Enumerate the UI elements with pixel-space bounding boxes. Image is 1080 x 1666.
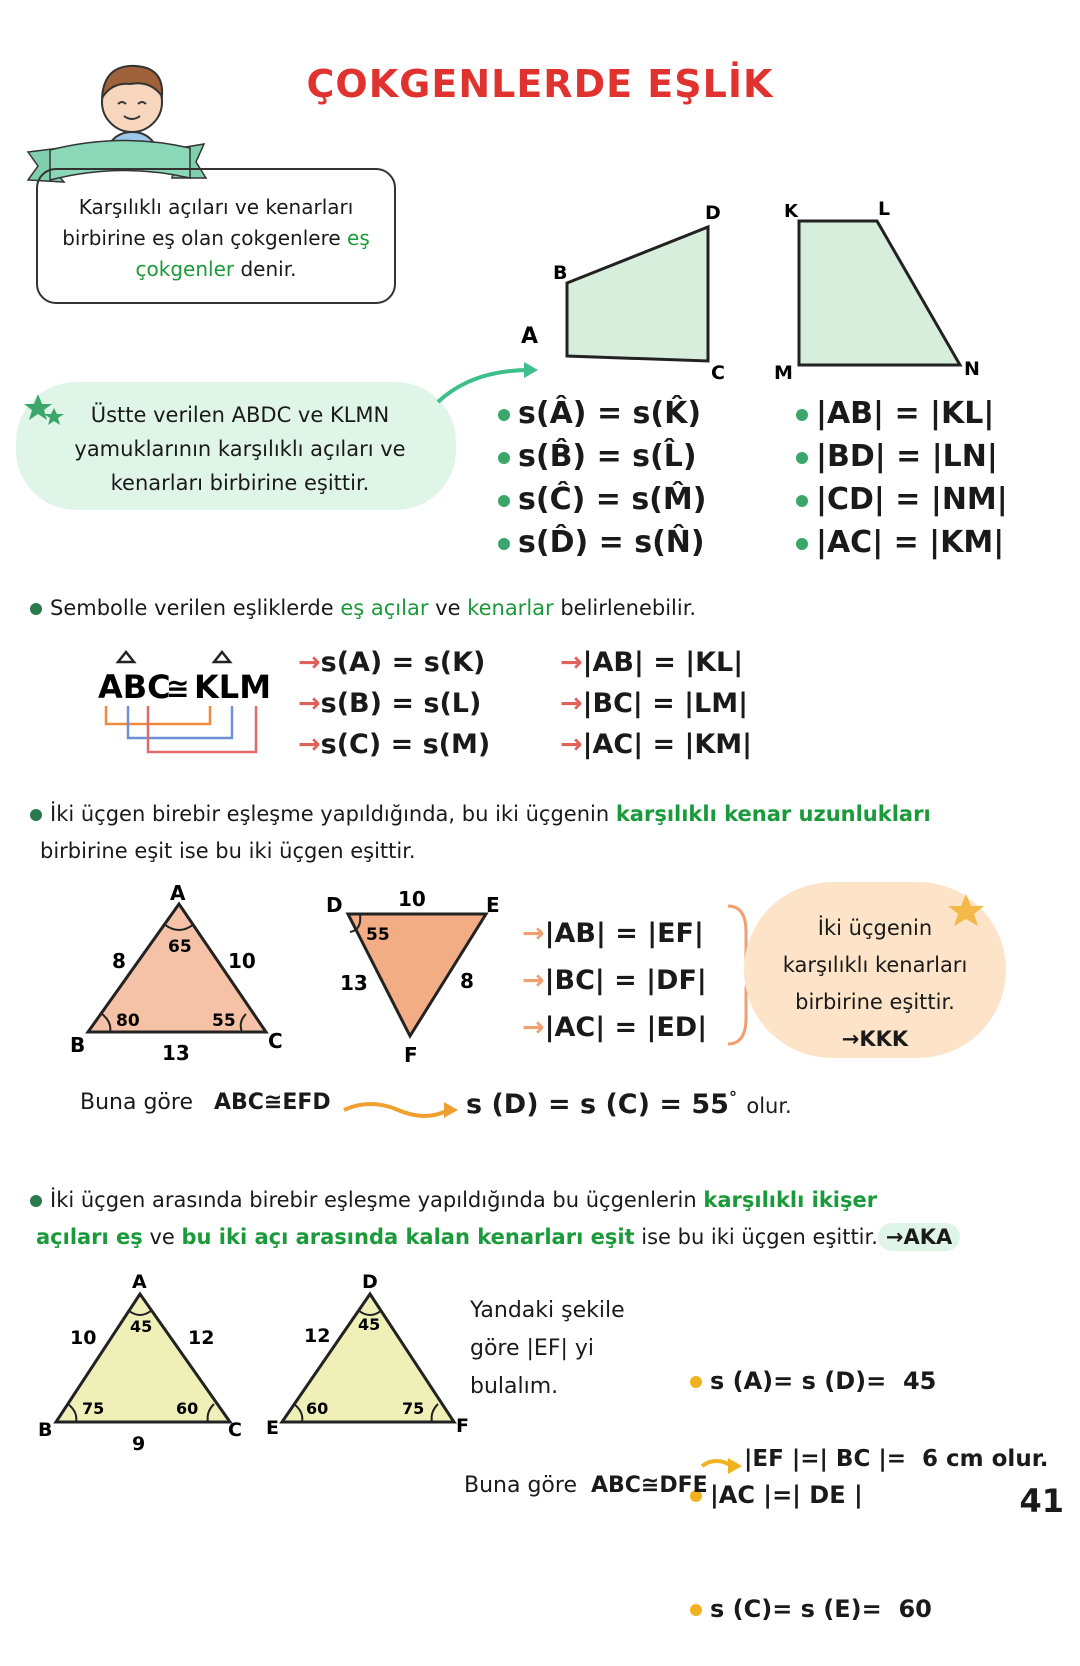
trapezoid-klmn (770, 195, 990, 385)
congruence-symbol: ≅ (166, 672, 190, 705)
svg-text:F: F (404, 1043, 418, 1067)
side-equalities (796, 392, 1008, 564)
aka-question: Yandaki şekile göre |EF| yi bulalım. (470, 1298, 625, 1399)
aka-facts: s (A)= s (D)= 45 |AC |=| DE | s (C)= s (E)= 60 (690, 1286, 936, 1666)
sym-angle-1: s(A) = s(K) (320, 647, 486, 678)
definition-line1: Karşılıklı açıları ve kenarları (78, 195, 354, 219)
trapezoid-abdc (505, 195, 745, 385)
sym-angle-2: s(B) = s(L) (320, 688, 482, 719)
label-C: C (711, 362, 725, 384)
triangle-def-aka (262, 1266, 482, 1446)
side-eq-4: |AC| = |KM| (816, 525, 1005, 560)
label-L: L (878, 198, 891, 220)
angle-eq-1: s(Â) = s(K̂) (518, 396, 702, 431)
kkk-side-1: |AB| = |EF| (544, 918, 704, 949)
kkk-side-2: |BC| = |DF| (544, 965, 707, 996)
yellow-arrow (700, 1452, 746, 1478)
definition-box (36, 168, 396, 304)
svg-text:45: 45 (358, 1315, 381, 1334)
svg-text:E: E (486, 893, 500, 917)
svg-text:D: D (362, 1271, 378, 1293)
kkk-result: Buna göre ABC≅EFD (80, 1090, 331, 1115)
sym-side-1: |AB| = |KL| (582, 647, 744, 678)
svg-text:13: 13 (340, 971, 368, 995)
aka-text: İki üçgen arasında birebir eşleşme yapıldığında bu üçgenlerin karşılıklı ikişer açıları eş ve bu iki açı arasında kalan kenarları eşit ise bu iki üçgen eşittir. →AKA (30, 1182, 1060, 1256)
kkk-sides: →|AB| = |EF| →|BC| = |DF| →|AC| = |ED| (522, 918, 708, 1043)
symbol-sides: →|AB| = |KL| →|BC| = |LM| →|AC| = |KM| (560, 647, 752, 760)
svg-text:60: 60 (306, 1399, 329, 1418)
svg-text:9: 9 (132, 1433, 146, 1455)
page-number: 41 (1019, 1482, 1064, 1520)
page-title: ÇOKGENLERDE EŞLİK (306, 62, 774, 106)
triangle-abc-kkk (60, 876, 300, 1072)
svg-text:F: F (456, 1415, 469, 1437)
sym-side-2: |BC| = |LM| (582, 688, 748, 719)
svg-text:10: 10 (228, 949, 256, 973)
definition-line2: birbirine eş olan çokgenlere (62, 226, 348, 250)
svg-text:A: A (170, 881, 186, 905)
kkk-result-eq: s (D) = s (C) = 55° olur. (466, 1088, 792, 1120)
svg-text:75: 75 (82, 1399, 105, 1418)
svg-text:B: B (70, 1033, 86, 1057)
svg-text:C: C (268, 1029, 283, 1053)
angle-equalities (498, 392, 706, 564)
congruence-right: KLM (194, 668, 272, 706)
svg-text:C: C (228, 1419, 242, 1441)
svg-text:13: 13 (162, 1041, 190, 1065)
side-eq-2: |BD| = |LN| (816, 439, 998, 474)
svg-text:8: 8 (112, 949, 126, 973)
svg-text:E: E (266, 1417, 279, 1439)
definition-end: denir. (234, 257, 297, 281)
triangle-def-kkk (320, 880, 510, 1070)
kkk-side-3: |AC| = |ED| (544, 1012, 708, 1043)
label-N: N (964, 358, 980, 380)
label-M: M (774, 362, 793, 384)
kkk-text: İki üçgen birebir eşleşme yapıldığında, bu iki üçgenin karşılıklı kenar uzunlukları birbirine eşit ise bu iki üçgen eşittir. (30, 796, 1060, 870)
svg-text:65: 65 (168, 937, 192, 957)
label-D: D (705, 202, 721, 224)
definition-highlight: eş (347, 226, 370, 250)
svg-text:80: 80 (116, 1011, 140, 1031)
orange-arrow (340, 1094, 462, 1126)
label-A: A (521, 324, 539, 349)
aka-result: Buna göre ABC≅DFE (464, 1473, 708, 1498)
sym-side-3: |AC| = |KM| (582, 729, 752, 760)
bubble-line3: kenarları birbirine eşittir. (110, 471, 370, 495)
sym-angle-3: s(C) = s(M) (320, 729, 491, 760)
bubble-line1: Üstte verilen ABDC ve KLMN (90, 403, 390, 427)
svg-text:10: 10 (70, 1327, 97, 1349)
svg-text:55: 55 (366, 925, 390, 945)
symbol-angles: →s(A) = s(K) →s(B) = s(L) →s(C) = s(M) (298, 647, 491, 760)
congruence-diagram (96, 646, 276, 758)
aka-result-eq: |EF |=| BC |= 6 cm olur. (744, 1446, 1049, 1472)
angle-eq-3: s(Ĉ) = s(M̂) (518, 482, 707, 517)
symbol-sentence: Sembolle verilen eşliklerde eş açılar ve kenarlar belirlenebilir. (30, 590, 696, 627)
bubble-line2: yamuklarının karşılıklı açıları ve (74, 437, 406, 461)
side-eq-1: |AB| = |KL| (816, 396, 995, 431)
svg-text:60: 60 (176, 1399, 199, 1418)
svg-text:12: 12 (304, 1325, 331, 1347)
congruence-left: ABC (98, 668, 171, 706)
svg-text:D: D (326, 893, 343, 917)
angle-eq-2: s(B̂) = s(L̂) (518, 439, 697, 474)
svg-text:10: 10 (398, 887, 426, 911)
info-bubble-text (30, 398, 450, 500)
angle-eq-4: s(D̂) = s(N̂) (518, 525, 705, 560)
svg-text:A: A (132, 1271, 147, 1293)
svg-text:45: 45 (130, 1317, 153, 1336)
svg-text:8: 8 (460, 969, 474, 993)
kkk-bubble-text: İki üçgenin karşılıklı kenarları birbirine eşittir. →KKK (782, 916, 968, 1051)
side-eq-3: |CD| = |NM| (816, 482, 1008, 517)
svg-text:B: B (38, 1419, 53, 1441)
definition-highlight2: çokgenler (135, 257, 235, 281)
svg-text:12: 12 (188, 1327, 215, 1349)
svg-text:55: 55 (212, 1011, 236, 1031)
triangle-abc-aka (34, 1266, 254, 1462)
svg-text:75: 75 (402, 1399, 425, 1418)
label-B: B (553, 262, 568, 284)
label-K: K (784, 201, 798, 222)
